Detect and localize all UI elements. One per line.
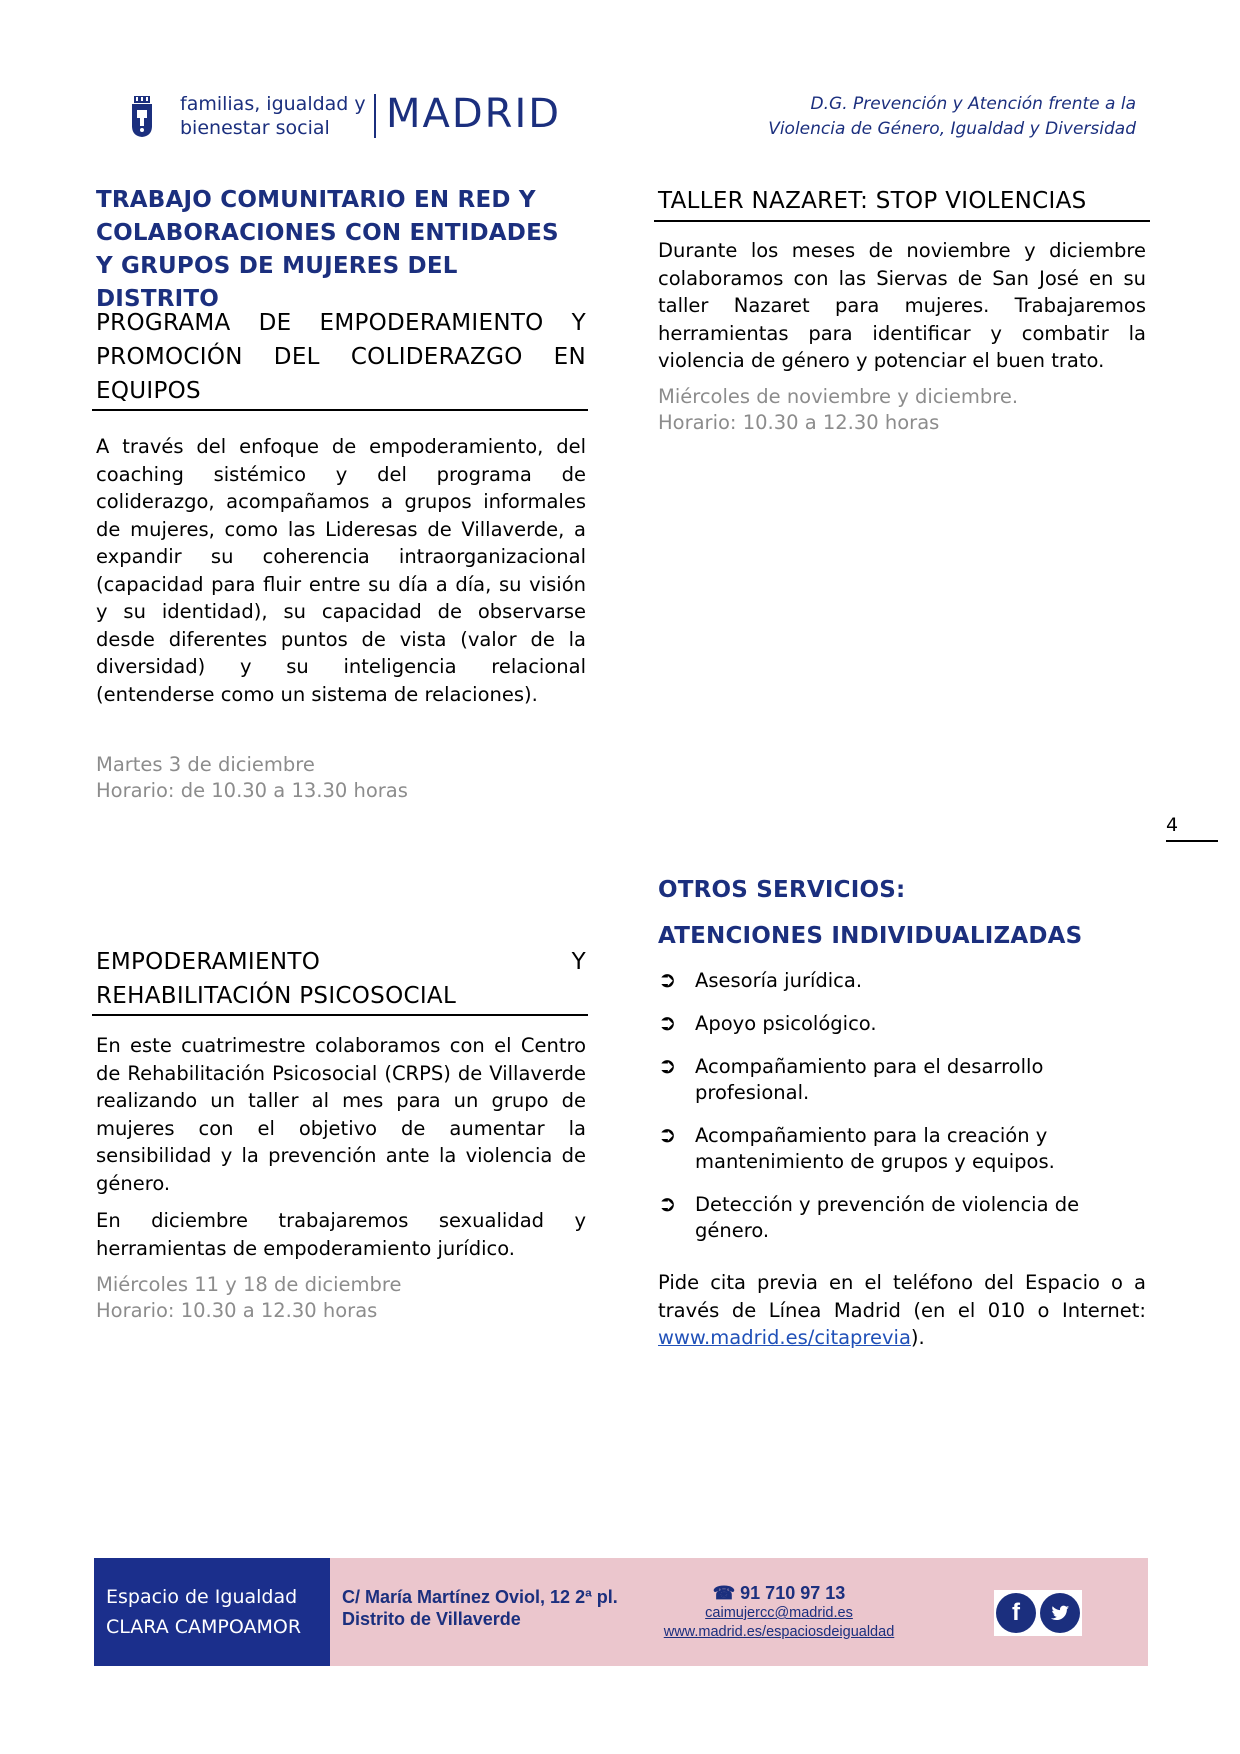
phone-line	[654, 1582, 904, 1604]
website-link[interactable]: www.madrid.es/espaciosdeigualdad	[663, 1624, 895, 1640]
facebook-icon[interactable]: f	[996, 1593, 1036, 1633]
list-item	[658, 1011, 1146, 1037]
phone-icon: ☎	[712, 1583, 736, 1603]
directorate-line-2: Violencia de Género, Igualdad y Diversidad	[768, 119, 1136, 139]
social-links	[994, 1590, 1082, 1636]
address-line-1: C/ María Martínez Oviol, 12 2ª pl.	[342, 1587, 618, 1607]
department-name	[180, 92, 366, 140]
directorate-line-1: D.G. Prevención y Atención frente a la	[810, 94, 1136, 114]
list-item	[658, 968, 1146, 994]
center-name-line-1: Espacio de Igualdad	[106, 1586, 298, 1608]
community-heading-line-3: Y GRUPOS DE MUJERES DEL DISTRITO	[96, 253, 458, 312]
program-schedule: Horario: de 10.30 a 13.30 horas	[96, 779, 408, 802]
nazaret-title: TALLER NAZARET: STOP VIOLENCIAS	[658, 188, 1087, 214]
address-line-2: Distrito de Villaverde	[342, 1609, 521, 1629]
logo-divider	[374, 94, 376, 138]
appointment-text	[658, 1269, 1146, 1352]
program-title: PROGRAMA DE EMPODERAMIENTO Y PROMOCIÓN DEL COLIDERAZGO EN EQUIPOS	[96, 310, 586, 404]
list-item	[658, 1054, 1146, 1106]
nazaret-date: Miércoles de noviembre y diciembre.	[658, 385, 1019, 408]
list-item	[658, 1192, 1146, 1244]
program-title-rule	[92, 409, 588, 411]
city-wordmark: MADRID	[386, 91, 562, 137]
nazaret-schedule: Horario: 10.30 a 12.30 horas	[658, 411, 940, 434]
nazaret-title-rule	[654, 220, 1150, 222]
arrow-right-icon: ➲	[658, 1192, 677, 1217]
rehab-title-line-2: REHABILITACIÓN PSICOSOCIAL	[96, 983, 457, 1009]
center-name-line-2: CLARA CAMPOAMOR	[106, 1616, 302, 1638]
list-item	[658, 1123, 1146, 1175]
twitter-icon[interactable]	[1040, 1593, 1080, 1633]
nazaret-body: Durante los meses de noviembre y diciembre colaboramos con las Siervas de San José en su taller Nazaret para mujeres. Trabajaremos herramientas para identificar y combatir la violencia de género y potenciar el buen trato.	[658, 239, 1146, 372]
community-heading-line-1: TRABAJO COMUNITARIO EN RED Y	[96, 187, 536, 213]
community-heading-line-2: COLABORACIONES CON ENTIDADES	[96, 220, 559, 246]
rehab-date: Miércoles 11 y 18 de diciembre	[96, 1273, 402, 1296]
arrow-right-icon: ➲	[658, 1054, 677, 1079]
directorate-name	[768, 92, 1136, 142]
madrid-coat-of-arms-icon	[128, 96, 156, 138]
center-name-box	[94, 1558, 330, 1666]
department-line-1: familias, igualdad y	[180, 93, 366, 115]
email-link[interactable]: caimujercc@madrid.es	[705, 1605, 853, 1621]
page-number-rule	[1166, 840, 1218, 842]
services-list	[658, 968, 1146, 1261]
rehab-schedule: Horario: 10.30 a 12.30 horas	[96, 1299, 378, 1322]
page-number: 4	[1166, 814, 1179, 836]
footer	[94, 1558, 1148, 1666]
department-line-2: bienestar social	[180, 117, 330, 139]
service-label: Detección y prevención de violencia de género.	[695, 1193, 1080, 1242]
arrow-right-icon: ➲	[658, 968, 677, 993]
program-body: A través del enfoque de empoderamiento, del coaching sistémico y del programa de coliderazgo, acompañamos a grupos informales de mujeres, como las Lideresas de Villaverde, a expandir su coherencia intraorganizacional (capacidad para fluir entre su día a día, su visión y su identidad), su capacidad de observarse desde diferentes puntos de vista (valor de la diversidad) y su inteligencia relacional (entenderse como un sistema de relaciones).	[96, 435, 586, 706]
service-label: Acompañamiento para la creación y mantenimiento de grupos y equipos.	[695, 1124, 1055, 1173]
rehab-date-block	[96, 1272, 586, 1324]
nazaret-date-block	[658, 384, 1146, 436]
rehab-body-1: En este cuatrimestre colaboramos con el Centro de Rehabilitación Psicosocial (CRPS) de Villaverde realizando un taller al mes para un grupo de mujeres con el objetivo de aumentar la sensibilidad y la prevención ante la violencia de género.	[96, 1034, 586, 1195]
rehab-title-block	[96, 945, 586, 1013]
program-date-block	[96, 752, 586, 804]
rehab-title-line-1: EMPODERAMIENTO Y	[96, 949, 586, 975]
community-work-heading	[96, 184, 586, 316]
phone-number: 91 710 97 13	[740, 1583, 846, 1603]
rehab-title-rule	[92, 1014, 588, 1016]
center-address	[342, 1586, 618, 1630]
rehab-body-2: En diciembre trabajaremos sexualidad y herramientas de empoderamiento jurídico.	[96, 1209, 586, 1260]
appointment-end: ).	[910, 1326, 925, 1349]
arrow-right-icon: ➲	[658, 1123, 677, 1148]
service-label: Asesoría jurídica.	[695, 969, 863, 992]
arrow-right-icon: ➲	[658, 1011, 677, 1036]
appointment-link[interactable]: www.madrid.es/citaprevia	[658, 1326, 911, 1349]
program-date: Martes 3 de diciembre	[96, 753, 315, 776]
service-label: Apoyo psicológico.	[695, 1012, 877, 1035]
appointment-lead: Pide cita previa en el teléfono del Espacio o a través de Línea Madrid (en el 010 o Internet:	[658, 1271, 1146, 1322]
other-services-heading: OTROS SERVICIOS:	[658, 877, 906, 903]
center-contact	[654, 1582, 904, 1642]
service-label: Acompañamiento para el desarrollo profesional.	[695, 1055, 1044, 1104]
individual-attention-heading: ATENCIONES INDIVIDUALIZADAS	[658, 923, 1083, 949]
